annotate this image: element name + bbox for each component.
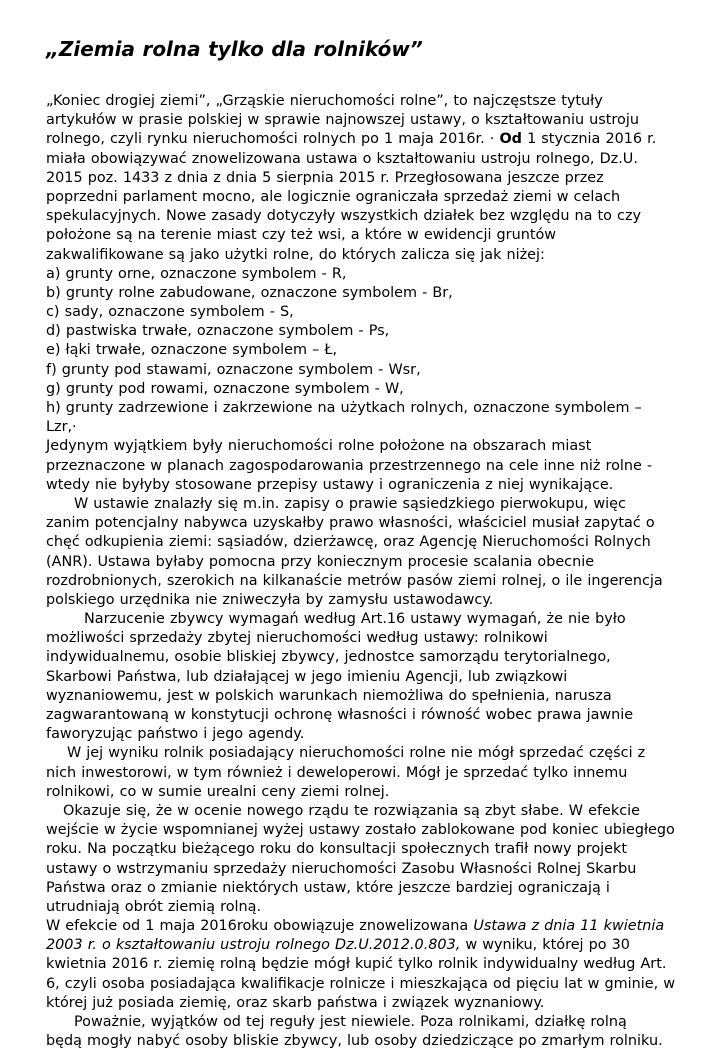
text-span: Skarbowi Państwa, lub działającej w jego imieniu Agencji, lub związkowi [46, 668, 568, 685]
text-span: h) grunty zadrzewione i zakrzewione na użytkach rolnych, oznaczone symbolem – [46, 400, 642, 416]
text-line [46, 648, 686, 667]
text-span: wyznaniowemu, jest w polskich warunkach niemożliwa do spełnienia, narusza [46, 687, 612, 704]
text-span: Poważnie, wyjątków od tej reguły jest niewiele. Poza rolnikami, działkę rolną [74, 1014, 627, 1030]
text-line [46, 668, 686, 687]
text-span: W jej wyniku rolnik posiadający nieruchomości rolne nie mógł sprzedać części z [67, 745, 646, 762]
text-span: a) grunty orne, oznaczone symbolem - R, [46, 265, 347, 282]
text-line [46, 591, 686, 610]
text-span: rozdrobnionych, szerokich na kilkanaście metrów pasów ziemi rolnej, o ile ingerencja [46, 572, 663, 589]
text-span: Narzucenie zbywcy wymagań według Art.16 ustawy wymagań, że nie było [84, 611, 626, 628]
text-span: Państwa oraz o zmianie niektórych ustaw, które jeszcze bardziej ograniczają i [46, 879, 610, 896]
text-line [46, 265, 686, 284]
text-line [46, 744, 686, 763]
text-span: w wyniku, której po 30 [460, 937, 630, 954]
text-span: W efekcie od 1 maja 2016roku obowiązuje znowelizowana [46, 918, 474, 935]
text-line [46, 553, 686, 572]
text-span: wtedy nie byłyby stosowane przepisy ustawy i ograniczenia z niej wynikające. [46, 476, 614, 493]
text-line [46, 572, 686, 591]
text-line [46, 437, 686, 456]
italic-text: Ustawa z dnia 11 kwietnia [473, 918, 665, 935]
text-span: g) grunty pod rowami, oznaczone symbolem - W, [46, 380, 404, 397]
text-line [46, 246, 686, 265]
text-line [46, 418, 686, 437]
text-line [46, 975, 686, 994]
text-line [46, 860, 686, 879]
text-span: wejście w życie wspomnianej wyżej ustawy zostało zablokowane pod koniec ubiegłego [46, 822, 675, 839]
text-span: Jedynym wyjątkiem były nieruchomości rolne położone na obszarach miast [46, 438, 592, 455]
text-line [46, 610, 686, 629]
text-span: polskiego urzędnika nie zniweczyła by zamysłu ustawodawcy. [46, 591, 494, 608]
text-line [46, 687, 686, 706]
text-line [46, 495, 686, 514]
text-line [46, 284, 686, 303]
text-line [46, 476, 686, 495]
text-span: indywidualnemu, osobie bliskiej zbywcy, jednostce samorządu terytorialnego, [46, 649, 611, 666]
text-span: b) grunty rolne zabudowane, oznaczone symbolem - Br, [46, 284, 453, 301]
text-line [46, 457, 686, 476]
text-span: ustawy o wstrzymaniu sprzedaży nieruchomości Zasobu Własności Rolnej Skarbu [46, 860, 637, 877]
text-span: faworyzując państwo i jego agendy. [46, 726, 305, 743]
text-line [46, 994, 686, 1013]
text-line [46, 303, 686, 322]
text-span: chęć odkupienia ziemi: sąsiadów, dzierżawcę, oraz Agencję Nieruchomości Rolnych [46, 534, 651, 551]
text-span: e) łąki trwałe, oznaczone symbolem – Ł, [46, 342, 338, 359]
text-line [46, 322, 686, 341]
text-line [46, 111, 686, 130]
text-span: poprzedni parlament mocno, ale logicznie ograniczała sprzedaż ziemi w celach [46, 188, 621, 205]
text-span: „Koniec drogiej ziemi”, „Grząskie nieruchomości rolne”, to najczęstsze tytuły [46, 93, 603, 109]
text-span: zagwarantowaną w konstytucji ochronę własności i równość wobec prawa jawnie [46, 707, 634, 723]
text-line [46, 361, 686, 380]
text-span: kwietnia 2016 r. ziemię rolną będzie mógł kupić tylko rolnik indywidualny według Art. [46, 956, 667, 973]
text-span: Lzr,· [46, 419, 77, 436]
text-line [46, 380, 686, 399]
text-span: zanim potencjalny nabywca uzyskałby prawo własności, właściciel musiał zapytać o [46, 515, 655, 532]
document-body [46, 92, 686, 1051]
text-line [46, 1032, 686, 1051]
text-span: będą mogły nabyć osoby bliskie zbywcy, lub osoby dziedziczące po zmarłym rolniku. [46, 1033, 663, 1050]
text-line [46, 188, 686, 207]
text-span: c) sady, oznaczone symbolem - S, [46, 304, 294, 321]
italic-text: 2003 r. o kształtowaniu ustroju rolnego Dz.U.2012.0.803, [46, 937, 461, 954]
text-line [46, 840, 686, 859]
text-span: zakwalifikowane są jako użytki rolne, do których zalicza się jak niżej: [46, 246, 545, 263]
text-line [46, 821, 686, 840]
text-span: artykułów w prasie polskiej w sprawie najnowszej ustawy, o kształtowaniu ustroju [46, 112, 639, 129]
text-span: miała obowiązywać znowelizowana ustawa o kształtowaniu ustroju rolnego, Dz.U. [46, 150, 638, 167]
text-line [46, 783, 686, 802]
text-line [46, 169, 686, 188]
text-span: nich inwestorowi, w tym również i deweloperowi. Mógł je sprzedać tylko innemu [46, 764, 628, 781]
text-line [46, 917, 686, 936]
text-span: d) pastwiska trwałe, oznaczone symbolem - Ps, [46, 323, 390, 340]
bold-text: Od [499, 131, 522, 148]
text-span: spekulacyjnych. Nowe zasady dotyczyły wszystkich działek bez względu na to czy [46, 208, 642, 225]
text-span: przeznaczone w planach zagospodarowania przestrzennego na cele inne niż rolne - [46, 457, 653, 474]
text-span: 1 stycznia 2016 r. [522, 131, 657, 148]
text-line [46, 150, 686, 169]
text-line [46, 1013, 686, 1032]
text-span: 6, czyli osoba posiadająca kwalifikacje rolnicze i mieszkająca od pięciu lat w gminie, w [46, 975, 675, 992]
text-line [46, 533, 686, 552]
text-span: rolnikowi, co w sumie urealni ceny ziemi rolnej. [46, 783, 390, 800]
text-line [46, 879, 686, 898]
text-span: możliwości sprzedaży zbytej nieruchomości według ustawy: rolnikowi [46, 630, 548, 647]
text-span: której już posiada ziemię, oraz skarb państwa i związek wyznaniowy. [46, 994, 545, 1011]
text-line [46, 802, 686, 821]
text-span: W ustawie znalazły się m.in. zapisy o prawie sąsiedzkiego pierwokupu, więc [74, 495, 626, 512]
text-line [46, 207, 686, 226]
text-line [46, 399, 686, 418]
text-line [46, 936, 686, 955]
text-line [46, 341, 686, 360]
text-line [46, 706, 686, 725]
text-span: rolnego, czyli rynku nieruchomości rolnych po 1 maja 2016r. · [46, 131, 500, 148]
text-line [46, 764, 686, 783]
text-span: utrudniają obrót ziemią rolną. [46, 898, 262, 915]
text-line [46, 898, 686, 917]
text-line [46, 725, 686, 744]
document-title: „Ziemia rolna tylko dla rolników” [46, 37, 423, 61]
text-line [46, 226, 686, 245]
text-span: f) grunty pod stawami, oznaczone symbolem - Wsr, [46, 361, 421, 378]
text-line [46, 514, 686, 533]
text-span: Okazuje się, że w ocenie nowego rządu te rozwiązania są zbyt słabe. W efekcie [63, 802, 640, 819]
text-span: 2015 poz. 1433 z dnia z dnia 5 sierpnia 2015 r. Przegłosowana jeszcze przez [46, 169, 604, 186]
text-line [46, 955, 686, 974]
text-span: (ANR). Ustawa byłaby pomocna przy koniecznym procesie scalania obecnie [46, 553, 595, 570]
text-span: położone są na terenie miast czy też wsi, a które w ewidencji gruntów [46, 227, 557, 244]
text-line [46, 629, 686, 648]
text-line [46, 130, 686, 149]
text-span: roku. Na początku bieżącego roku do konsultacji społecznych trafił nowy projekt [46, 841, 627, 858]
text-line [46, 92, 686, 111]
